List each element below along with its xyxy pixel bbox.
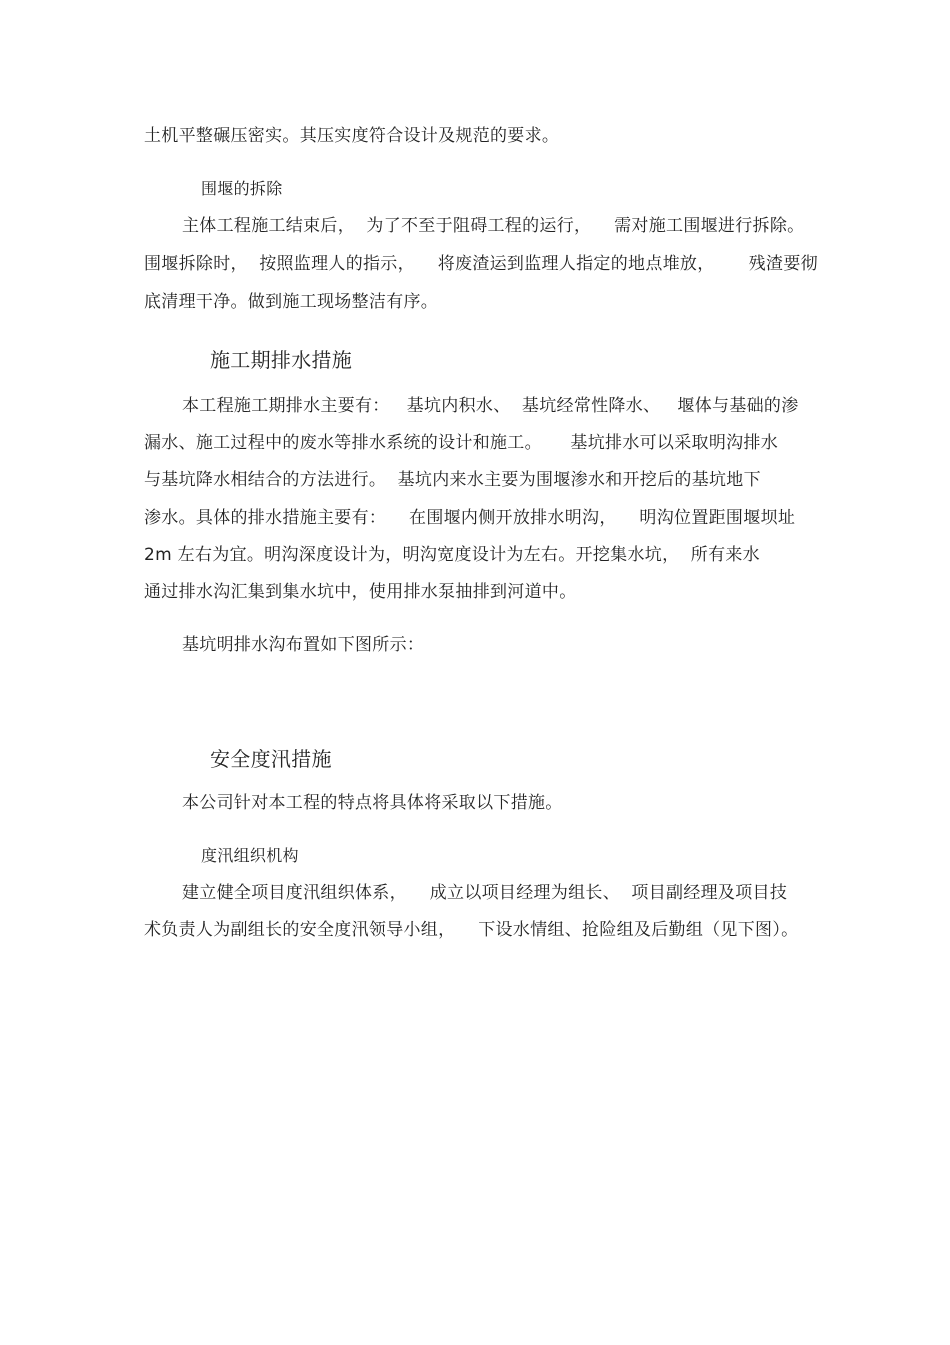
paragraph-line: 漏水、施工过程中的废水等排水系统的设计和施工。 基坑排水可以采取明沟排水 xyxy=(144,433,779,453)
paragraph-line: 与基坑降水相结合的方法进行。 基坑内来水主要为围堰渗水和开挖后的基坑地下 xyxy=(144,470,761,490)
paragraph-line: 本工程施工期排水主要有： 基坑内积水、 基坑经常性降水、 堰体与基础的渗 xyxy=(182,396,799,416)
paragraph-line: 渗水。具体的排水措施主要有： 在围堰内侧开放排水明沟， 明沟位置距围堰坝址 xyxy=(144,508,796,528)
paragraph-line: 术负责人为副组长的安全度汛领导小组， 下设水情组、抢险组及后勤组（见下图）。 xyxy=(144,920,799,940)
heading-cofferdam-removal: 围堰的拆除 xyxy=(201,179,283,198)
paragraph-line: 建立健全项目度汛组织体系， 成立以项目经理为组长、 项目副经理及项目技 xyxy=(182,883,788,903)
paragraph-line: 主体工程施工结束后， 为了不至于阻碍工程的运行， 需对施工围堰进行拆除。 xyxy=(182,216,805,236)
figure-reference-note: 基坑明排水沟布置如下图所示： xyxy=(182,635,425,655)
paragraph-line: 本公司针对本工程的特点将具体将采取以下措施。 xyxy=(182,793,563,813)
heading-drainage: 施工期排水措施 xyxy=(210,348,353,372)
heading-flood-organization: 度汛组织机构 xyxy=(201,846,299,865)
paragraph-line: 围堰拆除时， 按照监理人的指示， 将废渣运到监理人指定的地点堆放， 残渣要彻 xyxy=(144,254,818,274)
heading-flood-safety: 安全度汛措施 xyxy=(210,747,332,771)
continuation-paragraph: 土机平整碾压密实。其压实度符合设计及规范的要求。 xyxy=(144,126,560,146)
paragraph-line: 通过排水沟汇集到集水坑中，使用排水泵抽排到河道中。 xyxy=(144,582,577,602)
paragraph-line: 底清理干净。做到施工现场整洁有序。 xyxy=(144,292,439,312)
paragraph-line: 2m 左右为宜。明沟深度设计为，明沟宽度设计为左右。开挖集水坑， 所有来水 xyxy=(144,545,760,565)
